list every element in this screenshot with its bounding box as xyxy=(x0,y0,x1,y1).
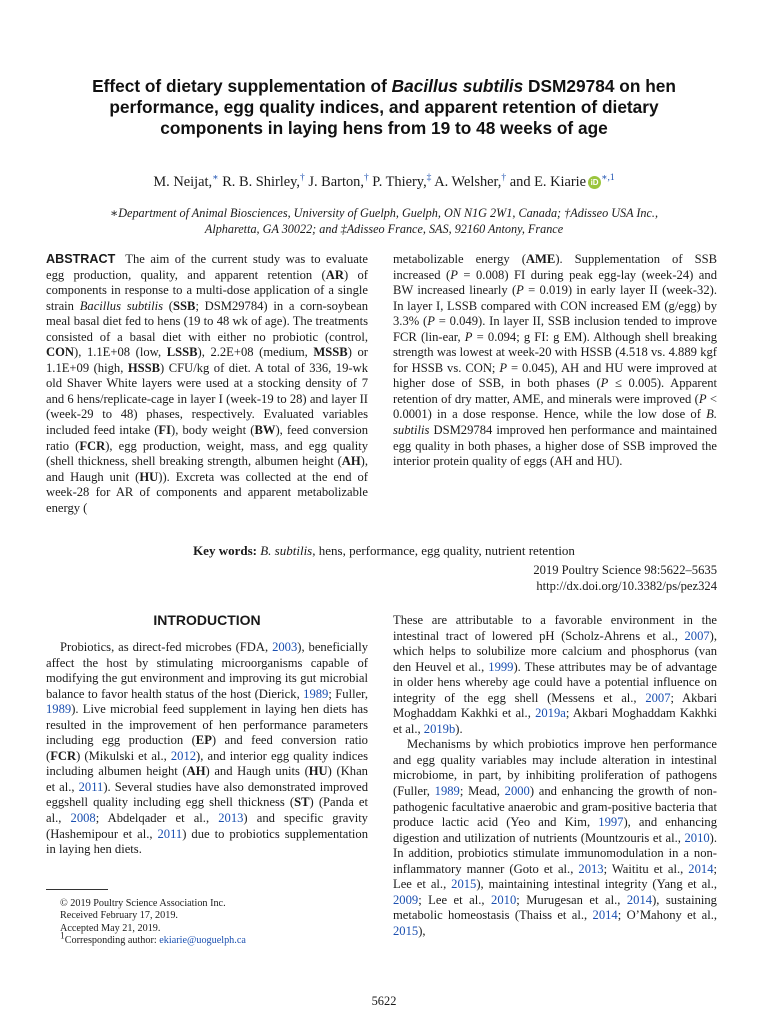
intro-text: ), maintaining intestinal integrity (Yang et al., xyxy=(476,877,717,892)
keywords-species: B. subtilis xyxy=(260,543,313,558)
citation-link[interactable]: 2015 xyxy=(393,923,419,938)
abstract-text: ), and Haugh unit ( xyxy=(46,454,368,484)
intro-text: ; Murugesan et al., xyxy=(516,892,627,907)
author-mark: † xyxy=(501,173,507,184)
p-symbol: P xyxy=(516,283,524,298)
abstract-text: ), 1.1E+08 (low, xyxy=(74,345,167,360)
doi-link[interactable]: http://dx.doi.org/10.3382/ps/pez324 xyxy=(536,579,717,593)
abstract-text: ), egg production, weight, mass, and egg quality (shell thickness, shell breaking strength, albumen height ( xyxy=(46,438,368,469)
abstract-text: ( xyxy=(163,298,174,313)
article-title xyxy=(56,76,712,139)
citation-link[interactable]: 2003 xyxy=(272,640,298,654)
abbr-st: ST xyxy=(294,795,310,810)
keywords-list: , hens, performance, egg quality, nutrient retention xyxy=(312,543,575,558)
abstract-text: ) or 1.1E+09 (high, xyxy=(46,345,368,375)
abstract-text: ), 2.2E+08 (medium, xyxy=(197,345,314,360)
intro-text: ), beneficially affect the host by stimulating microorganisms capable of modifying the gut environment and improving its gut microbial balance to favor health status of the host (Dierick, xyxy=(46,640,368,701)
p-symbol: P xyxy=(464,329,473,344)
journal-info xyxy=(317,562,717,594)
title-text-1: Effect of dietary supplementation of xyxy=(92,76,392,96)
intro-text: ) (Panda et al., xyxy=(46,795,368,826)
intro-paragraph-1-cont xyxy=(393,613,717,737)
abstract-text: = 0.049). In layer II, SSB inclusion tended to improve FCR (lin-ear, xyxy=(393,314,717,344)
abbr-ssb: SSB xyxy=(173,298,196,313)
abstract-species: Bacillus subtilis xyxy=(79,298,164,313)
intro-column-left xyxy=(46,640,368,858)
author-name: M. Neijat, xyxy=(153,174,213,190)
intro-text: ) and Haugh units ( xyxy=(205,764,309,779)
citation-link[interactable]: 2000 xyxy=(504,784,530,799)
abstract-text: )). Excreta was collected at the end of week-28 for AR of components and apparent metabolizable energy ( xyxy=(46,469,368,515)
intro-text: ), which helps to solubilize more calcium and phosphorus (van den Heuvel et al., xyxy=(393,628,717,674)
abstract-column-left xyxy=(46,252,368,516)
intro-text: ) (Khan et al., xyxy=(46,764,368,794)
orcid-icon[interactable]: iD xyxy=(588,176,601,189)
citation-link[interactable]: 2007 xyxy=(684,628,710,643)
abbr-hu: HU xyxy=(139,469,159,484)
author-name: and E. Kiarie xyxy=(509,174,587,190)
abstract-text: = 0.094; g FI: g EM). Although shell breaking strength was lowest at week-20 with HSSB (4.518 vs. 4.889 kgf for HSSB vs. CON; xyxy=(393,329,717,375)
citation-link[interactable]: 1997 xyxy=(598,815,624,830)
intro-column-right xyxy=(393,613,717,939)
abbr-bw: BW xyxy=(254,423,276,438)
intro-text: ; Abdelqader et al., xyxy=(95,811,219,826)
copyright-note: © 2019 Poultry Science Association Inc. xyxy=(60,898,226,909)
abbr-hssb: HSSB xyxy=(127,360,161,375)
abstract-text: = 0.019) in early layer II (week-32). In layer I, LSSB compared with CON increased EM (g/egg) by 3.3% ( xyxy=(393,283,717,329)
abstract-paragraph-start xyxy=(46,252,368,516)
intro-paragraph-2 xyxy=(393,737,717,939)
received-date: Received February 17, 2019. xyxy=(60,910,178,922)
keywords-label: Key words: xyxy=(193,543,257,558)
affiliation-line-2: Alpharetta, GA 30022; and ‡Adisseo France, SAS, 92160 Antony, France xyxy=(204,221,564,236)
abstract-text: ) of components in response to a multi-dose application of a single strain xyxy=(46,267,368,313)
intro-text: Mechanisms by which probiotics improve hen performance and egg quality variables may include alteration in intestinal microbiome, in part, by inhibiting proliferation of pathogens (Fuller, xyxy=(393,737,717,799)
footnotes xyxy=(46,898,368,948)
intro-text: These are attributable to a favorable environment in the intestinal tract of lowered pH (Scholz-Ahrens et al., xyxy=(393,613,717,643)
author-name: J. Barton, xyxy=(308,174,364,190)
intro-text: ; Akbari Moghaddam Kakhki et al., xyxy=(393,706,717,736)
intro-text: ). Several studies have also demonstrated improved eggshell quality including egg shell thickness ( xyxy=(46,779,368,810)
citation-link[interactable]: 2019a xyxy=(535,706,566,721)
author-name: R. B. Shirley, xyxy=(222,174,301,190)
intro-text: ) and enhancing the growth of non-pathogenic facultative anaerobic and gram-positive bacteria that produce lactic acid (Yeo and Kim, xyxy=(393,784,717,830)
intro-text: ). Live microbial feed supplement in laying hen diets has resulted in the improvement of hen performance parameters including egg production ( xyxy=(46,702,368,748)
intro-text: ) and feed conversion ratio ( xyxy=(46,733,368,763)
abbr-mssb: MSSB xyxy=(313,345,348,360)
author-name: A. Welsher, xyxy=(434,174,502,190)
p-symbol: P xyxy=(499,360,508,375)
abstract-text: ). Supplementation of SSB increased ( xyxy=(393,252,717,282)
citation-link[interactable]: 2014 xyxy=(626,892,653,907)
p-symbol: P xyxy=(698,391,707,406)
intro-paragraph-1 xyxy=(46,640,368,858)
citation-link[interactable]: 1989 xyxy=(434,784,460,799)
intro-text: ), and enhancing digestion and utilization of nutrients (Mountzouris et al., xyxy=(393,815,718,845)
author-name: P. Thiery, xyxy=(372,174,427,190)
title-species: Bacillus subtilis xyxy=(391,76,524,96)
abbr-ep: EP xyxy=(195,733,212,748)
abbr-lssb: LSSB xyxy=(166,345,198,360)
intro-text: ; Fuller, xyxy=(328,686,369,701)
abbr-con: CON xyxy=(46,345,74,360)
author-mark: ∗ xyxy=(212,173,219,184)
abstract-text: ; DSM29784) in a corn-soybean meal basal diet fed to hens (19 to 48 wk of age). The treatments consisted of a basal diet with either no probiotic (control, xyxy=(46,298,368,344)
citation-link[interactable]: 2014 xyxy=(688,861,714,876)
abbr-ah: AH xyxy=(186,764,206,779)
intro-text: ; Mead, xyxy=(459,784,505,799)
affiliations xyxy=(40,206,728,237)
abstract-text: ), feed conversion ratio ( xyxy=(46,423,368,453)
abstract-text: = 0.008) FI during peak egg-lay (week-24) and BW increased linearly ( xyxy=(393,267,717,298)
abbr-ame: AME xyxy=(525,252,556,266)
abstract-text: ), body weight ( xyxy=(171,423,255,438)
abbr-ar: AR xyxy=(325,267,344,282)
abbr-hu: HU xyxy=(308,764,328,779)
citation-link[interactable]: 2007 xyxy=(645,690,671,705)
citation-link[interactable]: 2013 xyxy=(578,861,604,876)
intro-text: ), xyxy=(418,923,426,938)
footnote-mark: 1 xyxy=(60,931,65,942)
abbr-fcr: FCR xyxy=(50,748,77,763)
citation-link[interactable]: 1999 xyxy=(488,659,514,674)
email-link[interactable]: ekiarie@uoguelph.ca xyxy=(159,935,246,947)
intro-text: ; Lee et al., xyxy=(393,861,717,892)
journal-citation: 2019 Poultry Science 98:5622–5635 xyxy=(533,563,717,577)
citation-link[interactable]: 2019b xyxy=(423,721,456,736)
footnote-divider xyxy=(46,889,108,890)
intro-text: Probiotics, as direct-fed microbes (FDA, xyxy=(60,640,273,654)
abbr-fcr: FCR xyxy=(79,438,106,453)
abstract-text: < 0.0001) in a dose response. Hence, while the low dose of xyxy=(393,391,717,422)
intro-text: ). In addition, probiotics stimulate immunomodulation in a non-inflammatory manner (Goto et al., xyxy=(393,830,717,876)
abstract-paragraph-end: metabolizable energy (AME). Supplementation of SSB increased (P = 0.008) FI during peak egg-lay (week-24) and BW increased linearly (P = 0.019) in early layer II (week-32). In layer I, LSSB compared with CON increased EM (g/egg) by 3.3% (P = 0.049). In layer II, SSB inclusion tended to improve FCR (lin-ear, P = 0.094; g FI: g EM). Although shell breaking strength was lowest at week-20 with HSSB (4.518 vs. 4.889 kgf for HSSB vs. CON; P = 0.045), AH and HU were improved at higher dose of SSB, in both phases (P ≤ 0.005). Apparent retention of dry matter, AME, and minerals were improved (P < 0.0001) in a dose response. Hence, while the low dose of B. subtilis DSM29784 improved hen performance and maintained egg quality in both phases, a higher dose of SSB improved the interior protein quality of eggs (AH and HU). xyxy=(393,252,717,469)
abstract-text: ≤ 0.005). Apparent retention of dry matter, AME, and minerals were improved ( xyxy=(393,376,717,406)
corresponding-label: Corresponding author: xyxy=(64,935,160,947)
intro-text: ; Waititu et al., xyxy=(603,861,689,876)
intro-text: ). xyxy=(455,721,463,736)
p-symbol: P xyxy=(450,267,458,282)
abstract-text: = 0.045), AH and HU were improved at higher dose of SSB, in both phases ( xyxy=(393,360,717,391)
citation-link[interactable]: 2013 xyxy=(218,811,244,826)
citation-link[interactable]: 2011 xyxy=(78,779,104,794)
intro-text: ), and interior egg quality indices including albumen height ( xyxy=(46,748,368,779)
author-list xyxy=(40,172,728,192)
corresponding-author xyxy=(46,931,368,947)
citation-link[interactable]: 2012 xyxy=(170,748,197,763)
abstract-text: DSM29784 improved hen performance and maintained egg quality in both phases, a higher dose of SSB improved the interior protein quality of eggs (AH and HU). xyxy=(393,423,717,469)
abbr-fi: FI xyxy=(158,423,172,438)
citation-link[interactable]: 2010 xyxy=(684,830,710,845)
citation-link[interactable]: 2014 xyxy=(592,908,618,923)
abbr-ah: AH xyxy=(341,454,361,469)
intro-text: ). These attributes may be of advantage in older hens whereby age could have a potential influence on integrity of the egg shell (Messens et al., xyxy=(393,659,717,705)
keywords-line xyxy=(46,543,722,559)
author-mark: ∗,1 xyxy=(601,173,615,184)
affiliation-line-1: ∗Department of Animal Biosciences, University of Guelph, Guelph, ON N1G 2W1, Canada; †Adisseo USA Inc., xyxy=(109,206,659,220)
author-mark: ‡ xyxy=(426,173,432,184)
citation-link[interactable]: 1989 xyxy=(46,702,72,717)
page-number: 5622 xyxy=(371,994,397,1008)
title-text-2: DSM29784 on hen performance, egg quality indices, and apparent retention of dietary components in laying hens from 19 to 48 weeks of age xyxy=(109,76,676,138)
intro-text: ), sustaining metabolic homeostasis (Thaiss et al., xyxy=(393,892,717,923)
citation-link[interactable]: 2009 xyxy=(393,892,419,907)
intro-text: ; Lee et al., xyxy=(418,892,492,907)
author-mark: † xyxy=(363,173,369,184)
p-symbol: P xyxy=(600,376,609,391)
abstract-column-right xyxy=(393,252,717,470)
citation-link[interactable]: 2008 xyxy=(70,811,96,826)
intro-text: ) (Mikulski et al., xyxy=(76,748,171,763)
abstract-species-abbr: B. subtilis xyxy=(393,407,717,438)
abstract-heading: ABSTRACT xyxy=(46,252,116,266)
abstract-text: ) CFU/kg of diet. A total of 336, 19-wk old Shaver White layers were used at a stocking density of 7 and 6 hens/replicate-cage in layer I (week-19 to 28) and layer II (week-29 to 48) phases, respectively. Evaluated variables included feed intake ( xyxy=(46,360,368,438)
intro-text: ) and specific gravity (Hashemipour et al., xyxy=(46,811,368,841)
intro-text: ) due to probiotics supplementation in laying hen diets. xyxy=(46,826,368,857)
intro-text: ; O’Mahony et al., xyxy=(617,908,718,923)
abstract-text: The aim of the current study was to evaluate egg production, quality, and apparent retention ( xyxy=(46,252,368,282)
introduction-heading: INTRODUCTION xyxy=(153,612,261,628)
intro-text: ; Akbari Moghaddam Kakhki et al., xyxy=(393,690,717,721)
citation-link[interactable]: 2010 xyxy=(491,892,517,907)
citation-link[interactable]: 1989 xyxy=(303,686,329,701)
p-symbol: P xyxy=(427,314,435,329)
citation-link[interactable]: 2011 xyxy=(157,826,183,841)
author-mark: † xyxy=(300,173,305,184)
accepted-date: Accepted May 21, 2019. xyxy=(60,922,161,934)
citation-link[interactable]: 2015 xyxy=(451,877,477,892)
